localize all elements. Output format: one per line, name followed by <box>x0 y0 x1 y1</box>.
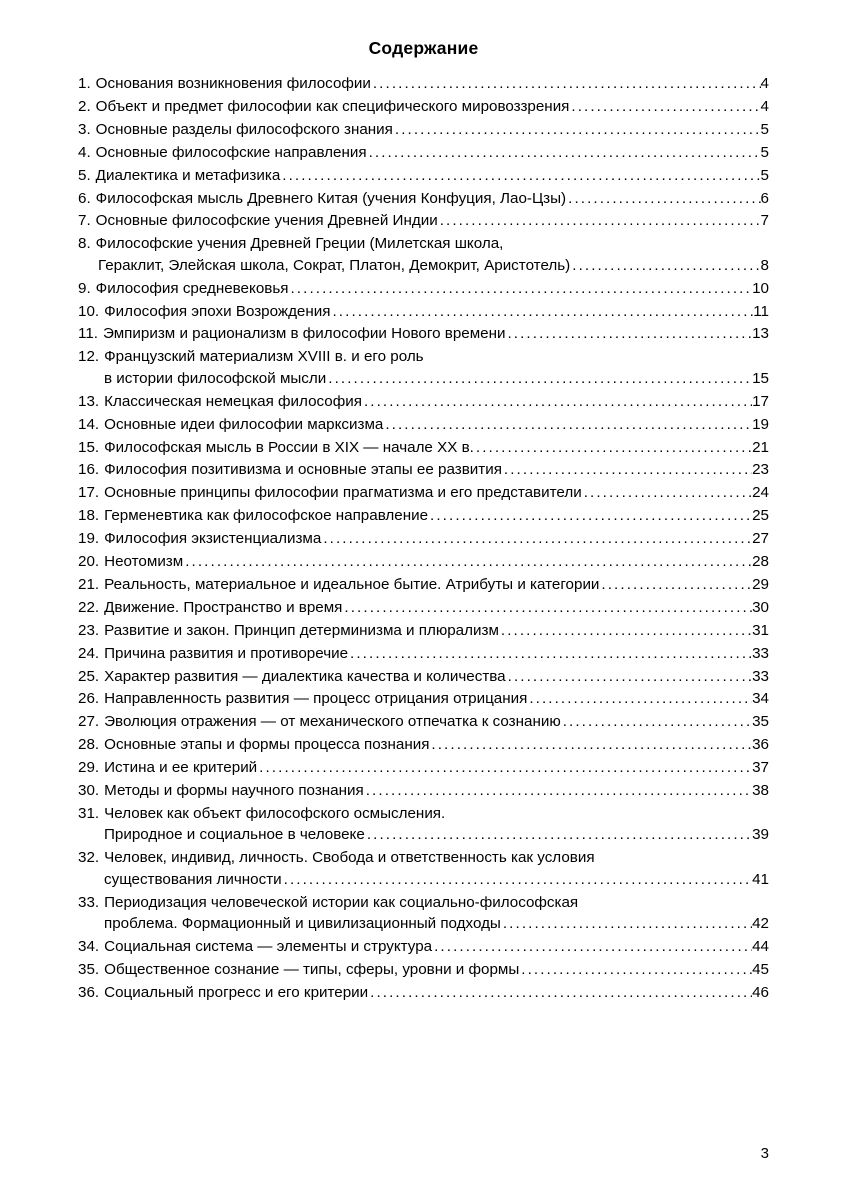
toc-entry-title: Философия эпохи Возрождения <box>104 302 331 320</box>
toc-entry-page: 29 <box>752 575 769 593</box>
toc-entry-title: Человек как объект философского осмысления. <box>104 805 446 822</box>
toc-entry-number: 8. <box>78 235 91 253</box>
toc-leader-dots <box>599 574 752 595</box>
toc-entry-title: Философская мысль Древнего Китая (учения Конфуция, Лао-Цзы) <box>95 189 567 207</box>
toc-leader-dots <box>582 482 752 503</box>
toc-entry-page: 46 <box>752 983 769 1001</box>
toc-entry-title-continued: проблема. Формационный и цивилизационный подходы <box>104 915 501 933</box>
toc-entry-page: 44 <box>752 937 769 955</box>
toc-entry-number: 25. <box>78 667 100 685</box>
toc-entry-page: 38 <box>752 782 769 800</box>
toc-leader-dots <box>367 142 761 163</box>
toc-leader-dots <box>502 459 752 480</box>
toc-entry-number: 26. <box>78 690 100 708</box>
toc-entry-number: 11. <box>78 325 98 343</box>
toc-entry-title: Методы и формы научного познания <box>104 782 364 800</box>
toc-entry[interactable] <box>78 437 769 458</box>
toc-entry-number: 33. <box>78 893 100 911</box>
toc-entry[interactable] <box>78 847 769 890</box>
toc-entry-number: 5. <box>78 166 91 184</box>
toc-entry-page: 45 <box>752 960 769 978</box>
toc-leader-dots <box>429 734 752 755</box>
toc-leader-dots <box>505 323 752 344</box>
toc-entry-page: 27 <box>752 530 769 548</box>
toc-entry-page: 11 <box>753 302 769 320</box>
toc-leader-dots <box>501 913 752 934</box>
toc-entry-page: 31 <box>752 621 769 639</box>
toc-entry[interactable] <box>78 188 769 209</box>
toc-entry-page: 30 <box>752 598 769 616</box>
toc-entry-title: Философия средневековья <box>95 279 289 297</box>
toc-entry-title-continued: в истории философской мысли <box>104 369 327 387</box>
toc-entry[interactable] <box>78 666 769 687</box>
toc-entry-number: 6. <box>78 189 91 207</box>
toc-entry-title: Социальный прогресс и его критерии <box>104 983 369 1001</box>
toc-leader-dots <box>383 414 752 435</box>
toc-entry[interactable] <box>78 574 769 595</box>
toc-entry-number: 32. <box>78 849 100 867</box>
toc-leader-dots <box>330 301 753 322</box>
toc-entry[interactable] <box>78 165 769 186</box>
page-number: 3 <box>760 1145 769 1162</box>
toc-entry-number: 17. <box>78 484 100 502</box>
toc-entry-title: Французский материализм XVIII в. и его роль <box>104 348 424 366</box>
toc-entry[interactable] <box>78 73 769 94</box>
toc-entry-title: Философия позитивизма и основные этапы ее развития <box>104 461 502 479</box>
toc-entry-title: Основания возникновения философии <box>95 75 371 92</box>
toc-leader-dots <box>474 437 752 458</box>
toc-entry-number: 2. <box>78 97 91 115</box>
toc-leader-dots <box>499 620 752 641</box>
toc-entry-title: Характер развития — диалектика качества и количества <box>104 667 506 685</box>
toc-entry-number: 19. <box>78 530 100 548</box>
toc-leader-dots <box>566 188 760 209</box>
toc-entry-title: Периодизация человеческой истории как социально-философская <box>104 893 579 911</box>
toc-entry-title: Реальность, материальное и идеальное бытие. Атрибуты и категории <box>104 575 600 593</box>
toc-leader-dots <box>342 597 752 618</box>
toc-entry-title: Герменевтика как философское направление <box>104 507 429 525</box>
toc-entry-page: 5 <box>760 166 769 184</box>
toc-continuation-indent <box>78 824 104 845</box>
toc-entry-page: 7 <box>760 212 769 230</box>
toc-entry-page: 4 <box>760 97 769 115</box>
toc-entry[interactable] <box>78 597 769 618</box>
toc-entry-number: 7. <box>78 212 91 230</box>
toc-entry-title: Основные философские направления <box>95 143 367 161</box>
toc-leader-dots <box>282 869 752 890</box>
toc-continuation-indent <box>78 368 104 389</box>
toc-entry-number: 30. <box>78 782 100 800</box>
toc-entry-page: 25 <box>752 507 769 525</box>
toc-entry-number: 22. <box>78 598 100 616</box>
toc-leader-dots <box>393 119 761 140</box>
toc-entry[interactable] <box>78 892 769 935</box>
toc-leader-dots <box>348 643 752 664</box>
toc-entry-page: 19 <box>752 415 769 433</box>
toc-entry-page: 23 <box>752 461 769 479</box>
toc-entry-number: 3. <box>78 120 91 138</box>
toc-leader-dots <box>438 210 761 231</box>
toc-entry-page: 6 <box>760 189 769 207</box>
toc-entry-title: Философская мысль в России в XIX — начале XX в. <box>104 438 474 456</box>
toc-leader-dots <box>368 982 752 1003</box>
toc-entry[interactable] <box>78 482 769 503</box>
toc-entry-number: 24. <box>78 644 100 662</box>
toc-entry-number: 27. <box>78 713 100 731</box>
toc-leader-dots <box>570 255 760 276</box>
toc-entry-page: 10 <box>752 279 769 297</box>
toc-entry[interactable] <box>78 936 769 957</box>
toc-entry[interactable] <box>78 142 769 163</box>
toc-entry-number: 18. <box>78 507 100 525</box>
toc-leader-dots <box>432 936 752 957</box>
toc-leader-dots <box>321 528 752 549</box>
toc-entry[interactable] <box>78 643 769 664</box>
toc-entry[interactable] <box>78 346 769 389</box>
toc-entry[interactable] <box>78 803 769 846</box>
toc-entry[interactable] <box>78 734 769 755</box>
toc-entry[interactable] <box>78 780 769 801</box>
toc-entry-number: 21. <box>78 575 100 593</box>
toc-leader-dots <box>280 165 760 186</box>
toc-entry-title: Человек, индивид, личность. Свобода и ответственность как условия <box>104 849 595 867</box>
toc-entry-page: 42 <box>752 915 769 933</box>
toc-entry[interactable] <box>78 459 769 480</box>
toc-entry-title: Эмпиризм и рационализм в философии Нового времени <box>103 325 506 343</box>
toc-entry[interactable] <box>78 278 769 299</box>
toc-entry[interactable] <box>78 528 769 549</box>
toc-entry-number: 36. <box>78 983 100 1001</box>
toc-continuation-indent <box>78 913 104 934</box>
toc-entry-title-continued: Гераклит, Элейская школа, Сократ, Платон, Демокрит, Аристотель) <box>98 256 571 274</box>
toc-entry[interactable] <box>78 959 769 980</box>
toc-leader-dots <box>561 711 752 732</box>
toc-entry[interactable] <box>78 982 769 1003</box>
toc-leader-dots <box>519 959 752 980</box>
toc-leader-dots <box>569 96 760 117</box>
toc-leader-dots <box>257 757 752 778</box>
toc-leader-dots <box>527 688 752 709</box>
toc-entry-number: 16. <box>78 461 100 479</box>
toc-entry-title: Движение. Пространство и время <box>104 598 343 616</box>
toc-entry[interactable] <box>78 96 769 117</box>
toc-entry-page: 37 <box>752 759 769 777</box>
toc-entry[interactable] <box>78 414 769 435</box>
toc-entry[interactable] <box>78 119 769 140</box>
toc-continuation-indent <box>78 869 104 890</box>
toc-entry-page: 15 <box>752 369 769 387</box>
toc-entry-page: 33 <box>752 644 769 662</box>
toc-entry-page: 33 <box>752 667 769 685</box>
toc-entry[interactable] <box>78 620 769 641</box>
toc-entry-title-continued: Природное и социальное в человеке <box>104 826 365 844</box>
toc-entry-number: 1. <box>78 75 91 92</box>
toc-entry[interactable] <box>78 323 769 344</box>
toc-entry-title-continued: существования личности <box>104 870 282 888</box>
toc-entry-number: 35. <box>78 960 100 978</box>
toc-entry-page: 21 <box>752 438 769 456</box>
toc-leader-dots <box>362 391 752 412</box>
toc-entry-number: 23. <box>78 621 100 639</box>
toc-entry-title: Основные принципы философии прагматизма и его представители <box>104 484 582 502</box>
toc-entry-title: Философия экзистенциализма <box>104 530 322 548</box>
toc-leader-dots <box>506 666 752 687</box>
toc-entry-title: Основные идеи философии марксизма <box>104 415 384 433</box>
toc-entry[interactable] <box>78 688 769 709</box>
table-of-contents <box>78 73 769 1003</box>
toc-entry-title: Общественное сознание — типы, сферы, уровни и формы <box>104 960 520 978</box>
toc-entry-page: 8 <box>760 256 769 274</box>
toc-leader-dots <box>371 73 761 94</box>
toc-entry-title: Социальная система — элементы и структура <box>104 937 433 955</box>
toc-entry-title: Философские учения Древней Греции (Милетская школа, <box>95 235 504 253</box>
toc-entry-page: 41 <box>752 870 769 888</box>
toc-entry[interactable] <box>78 551 769 572</box>
toc-entry-number: 29. <box>78 759 100 777</box>
toc-entry[interactable] <box>78 233 769 276</box>
toc-leader-dots <box>326 368 752 389</box>
toc-entry[interactable] <box>78 505 769 526</box>
toc-entry-number: 12. <box>78 348 100 366</box>
toc-entry-title: Неотомизм <box>104 553 184 571</box>
toc-entry-title: Основные разделы философского знания <box>95 120 393 138</box>
toc-entry-number: 28. <box>78 736 100 754</box>
toc-entry-number: 10. <box>78 302 100 320</box>
toc-entry[interactable] <box>78 210 769 231</box>
toc-entry-number: 9. <box>78 279 91 297</box>
toc-entry-page: 34 <box>752 690 769 708</box>
toc-entry-title: Основные философские учения Древней Индии <box>95 212 438 230</box>
toc-entry[interactable] <box>78 711 769 732</box>
toc-entry-title: Направленность развития — процесс отрицания отрицания <box>104 690 528 708</box>
toc-entry-page: 4 <box>760 75 769 92</box>
toc-entry-page: 24 <box>752 484 769 502</box>
toc-entry-title: Истина и ее критерий <box>104 759 258 777</box>
page-title: Содержание <box>368 38 479 58</box>
toc-entry-number: 31. <box>78 805 100 822</box>
toc-leader-dots <box>183 551 752 572</box>
toc-entry-page: 35 <box>752 713 769 731</box>
toc-entry-number: 20. <box>78 553 100 571</box>
toc-entry-title: Объект и предмет философии как специфического мировоззрения <box>95 97 570 115</box>
toc-entry-number: 13. <box>78 392 100 410</box>
toc-leader-dots <box>364 780 752 801</box>
toc-entry-number: 15. <box>78 438 100 456</box>
toc-entry-page: 13 <box>752 325 769 343</box>
toc-leader-dots <box>428 505 752 526</box>
toc-entry[interactable] <box>78 391 769 412</box>
toc-entry-title: Основные этапы и формы процесса познания <box>104 736 430 754</box>
toc-entry-title: Эволюция отражения — от механического отпечатка к сознанию <box>104 713 561 731</box>
toc-entry-page: 36 <box>752 736 769 754</box>
toc-entry-page: 28 <box>752 553 769 571</box>
toc-entry-title: Причина развития и противоречие <box>104 644 349 662</box>
toc-leader-dots <box>288 278 752 299</box>
toc-entry-number: 34. <box>78 937 100 955</box>
toc-entry-page: 17 <box>752 392 769 410</box>
toc-entry[interactable] <box>78 301 769 322</box>
toc-entry-number: 4. <box>78 143 91 161</box>
toc-entry-page: 39 <box>752 826 769 844</box>
toc-entry-title: Диалектика и метафизика <box>95 166 281 184</box>
toc-entry-page: 5 <box>760 120 769 138</box>
toc-entry-page: 5 <box>760 143 769 161</box>
toc-entry-title: Классическая немецкая философия <box>104 392 362 410</box>
toc-leader-dots <box>365 824 752 845</box>
toc-entry[interactable] <box>78 757 769 778</box>
toc-entry-title: Развитие и закон. Принцип детерминизма и плюрализм <box>104 621 499 639</box>
toc-continuation-indent <box>78 255 98 276</box>
toc-entry-number: 14. <box>78 415 100 433</box>
